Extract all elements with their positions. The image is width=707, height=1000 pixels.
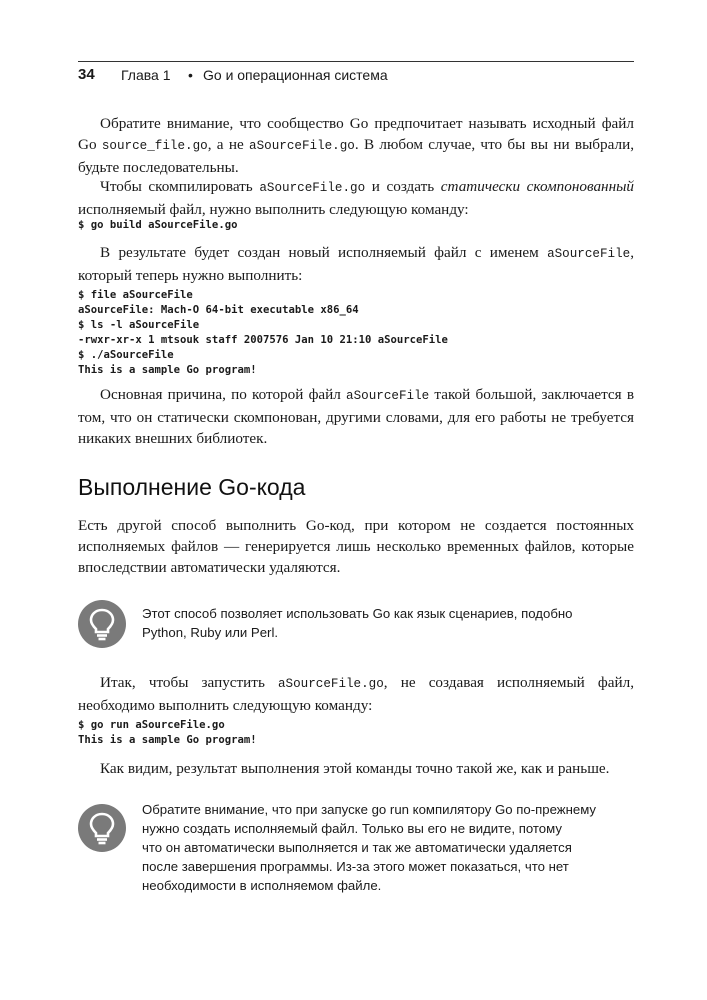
- tip-text: [142, 800, 632, 895]
- tip-line: Этот способ позволяет использовать Go как язык сценариев, подобно: [142, 606, 573, 621]
- text-run: Чтобы скомпилировать: [100, 178, 260, 195]
- code-line: $ ls -l aSourceFile: [78, 319, 200, 331]
- text-run: Итак, чтобы запустить: [100, 674, 278, 691]
- inline-code: aSourceFile: [346, 389, 430, 403]
- code-line: -rwxr-xr-x 1 mtsouk staff 2007576 Jan 10 21:10 aSourceFile: [78, 334, 448, 346]
- text-run: исполняемый файл, нужно выполнить следующую команду:: [78, 201, 469, 218]
- text-run: В результате будет создан новый исполняемый файл с именем: [100, 244, 548, 261]
- code-line: $ file aSourceFile: [78, 289, 193, 301]
- paragraph-go-run-command: [78, 672, 634, 716]
- lightbulb-icon: [78, 600, 126, 648]
- code-block-run-binary: [78, 288, 634, 378]
- paragraph-same-result: [78, 758, 634, 779]
- header-separator: •: [188, 67, 193, 83]
- section-title: Go и операционная система: [203, 67, 388, 83]
- text-run: , а не: [207, 136, 250, 153]
- chapter-label: Глава 1: [121, 67, 171, 83]
- tip-line: после завершения программы. Из-за этого может показаться, что нет: [142, 859, 569, 874]
- tip-line: что он автоматически выполняется и так же автоматически удаляется: [142, 840, 572, 855]
- code-line: $ go run aSourceFile.go: [78, 719, 225, 731]
- text-run: Основная причина, по которой файл: [100, 386, 347, 403]
- code-line: This is a sample Go program!: [78, 734, 257, 746]
- inline-code: aSourceFile.go: [249, 139, 355, 153]
- text-run: и создать: [365, 178, 441, 195]
- tip-box-scripting: [78, 600, 634, 652]
- code-block-build: [78, 218, 634, 233]
- paragraph-compile: [78, 176, 634, 220]
- code-line: aSourceFile: Mach-O 64-bit executable x86_64: [78, 304, 359, 316]
- running-header: [78, 61, 634, 88]
- text-run: . В любом случае, что бы вы ни выбрали, будьте последовательны.: [78, 136, 634, 176]
- paragraph-source-file-naming: [78, 113, 634, 178]
- code-block-go-run: [78, 718, 634, 748]
- paragraph-text: Как видим, результат выполнения этой команды точно такой же, как и раньше.: [100, 760, 610, 777]
- lightbulb-icon: [78, 804, 126, 852]
- text-run: такой большой, заключается в том, что он статически скомпонован, другими словами, для его работы не требуется никаких внешних библиотек.: [78, 386, 634, 447]
- text-run: , не создавая исполняемый файл, необходимо выполнить следующую команду:: [78, 674, 634, 714]
- paragraph-go-run-intro: [78, 515, 634, 578]
- text-run: Обратите внимание, что сообщество Go предпочитает называть исходный файл Go: [78, 115, 634, 153]
- inline-code: aSourceFile: [547, 247, 631, 261]
- tip-line: Обратите внимание, что при запуске go run компилятору Go по-прежнему: [142, 802, 597, 817]
- tip-line: необходимости в исполняемом файле.: [142, 878, 382, 893]
- inline-code: aSourceFile.go: [259, 181, 366, 195]
- text-run: , который теперь нужно выполнить:: [78, 244, 634, 284]
- tip-line: нужно создать исполняемый файл. Только вы его не видите, потому: [142, 821, 562, 836]
- paragraph-static-linking: [78, 384, 634, 449]
- section-heading-block: [78, 473, 634, 501]
- code-line: This is a sample Go program!: [78, 364, 257, 376]
- paragraph-new-executable: [78, 242, 634, 286]
- tip-line: Python, Ruby или Perl.: [142, 625, 279, 640]
- tip-text: [142, 604, 632, 642]
- emphasis: статически скомпонованный: [440, 178, 634, 195]
- inline-code: source_file.go: [101, 139, 208, 153]
- paragraph-text: Есть другой способ выполнить Go-код, при котором не создается постоянных исполняемых файлов — генерируется лишь несколько временных файлов, которые впоследствии автоматически удаляются.: [78, 517, 634, 576]
- inline-code: aSourceFile.go: [277, 677, 384, 691]
- page-number: 34: [78, 66, 95, 83]
- section-heading: Выполнение Go-кода: [78, 474, 306, 500]
- tip-box-go-run: [78, 800, 634, 900]
- code-line: $ go build aSourceFile.go: [78, 219, 238, 231]
- code-line: $ ./aSourceFile: [78, 349, 174, 361]
